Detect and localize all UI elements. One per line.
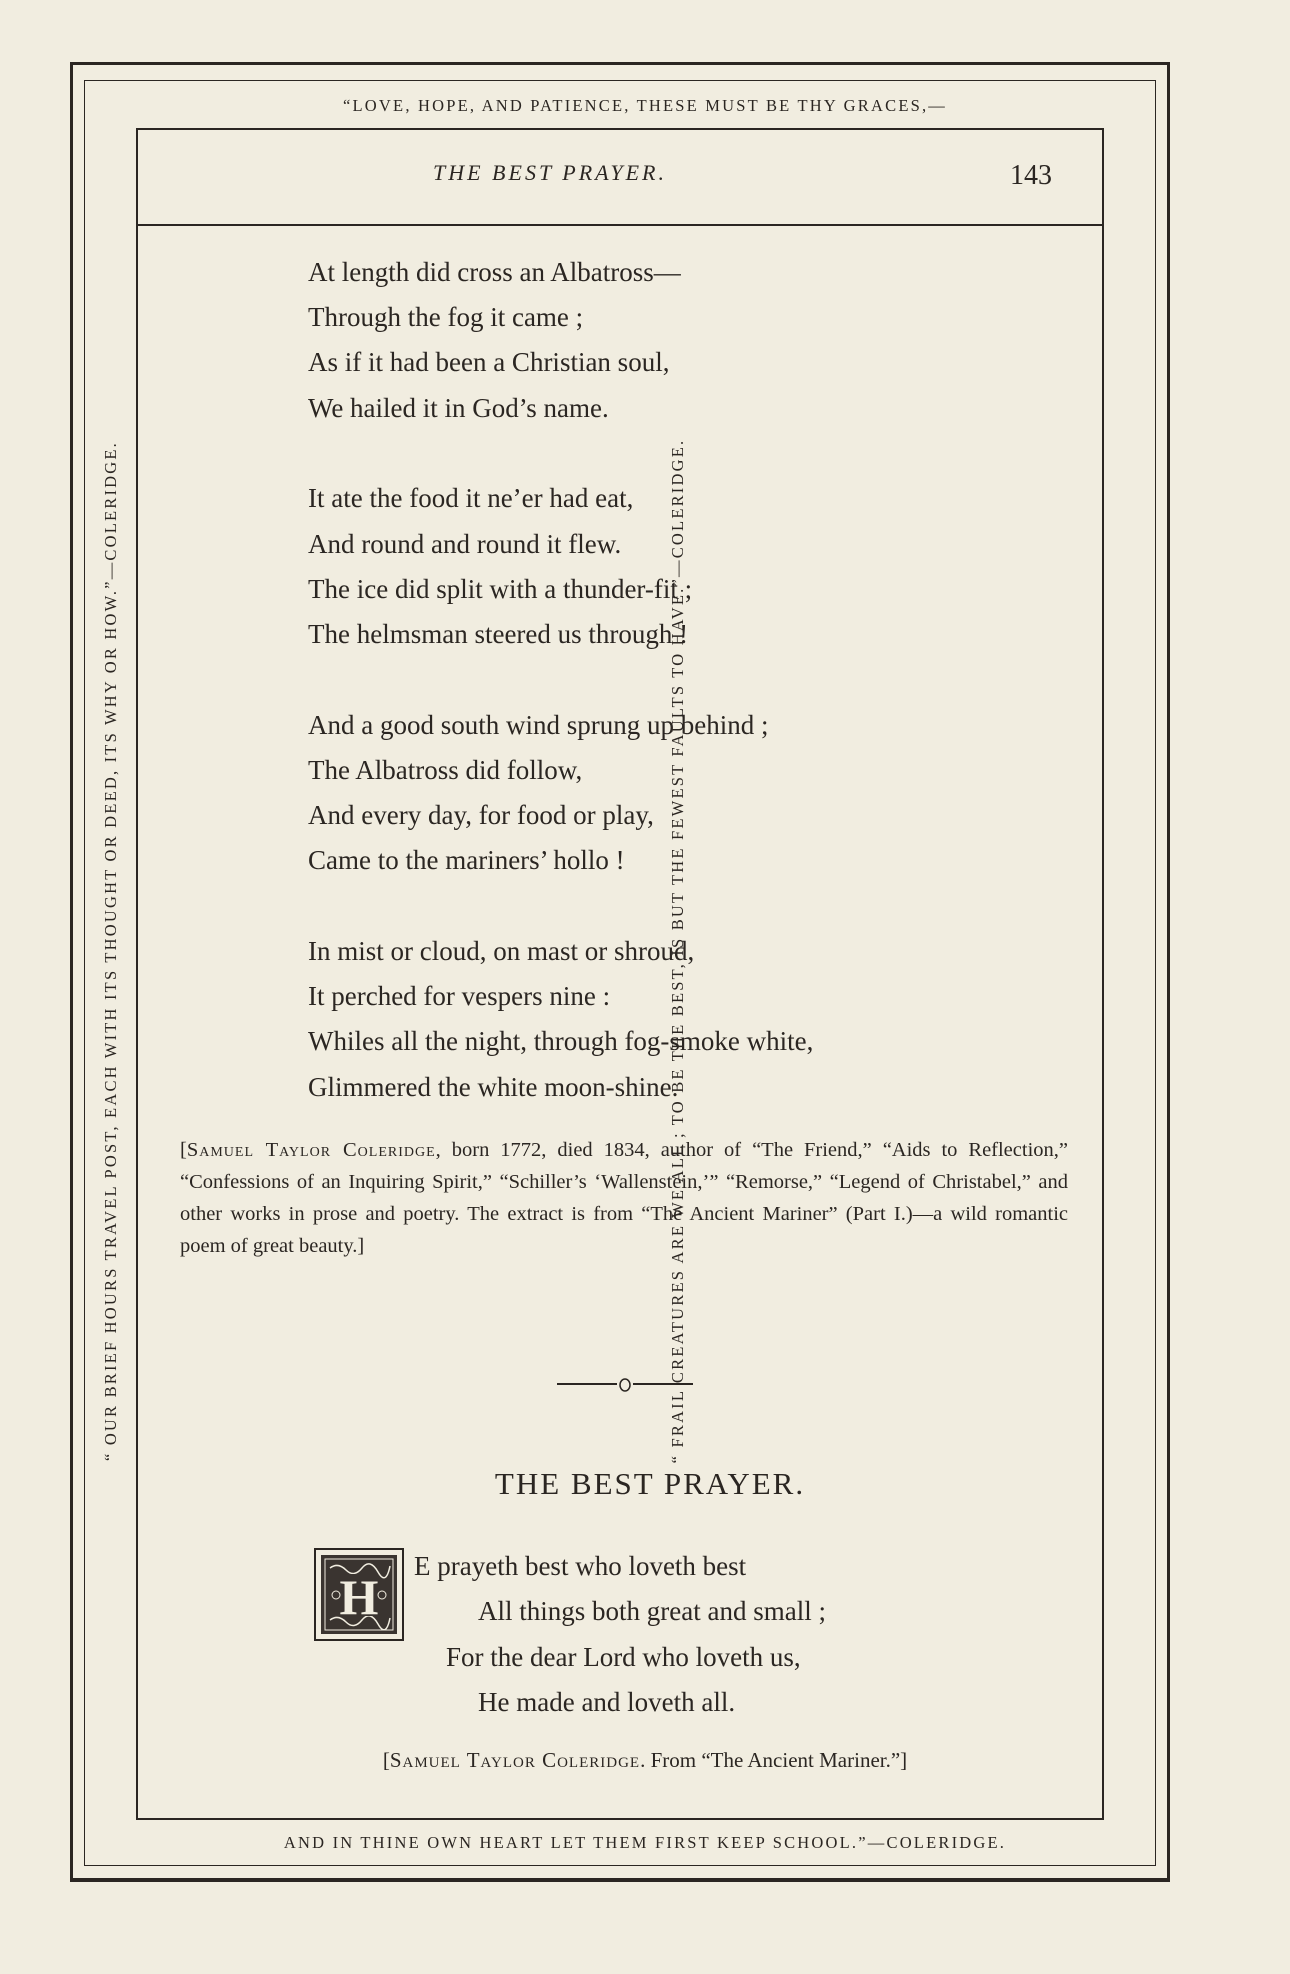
header-rule: [136, 224, 1104, 226]
poem-line: And a good south wind sprung up behind ;: [308, 709, 769, 740]
author-note: [Samuel Taylor Coleridge, born 1772, died 1834, author of “The Friend,” “Aids to Reflection,” “Confessions of an Inquiring Spirit,” “Schiller’s ‘Wallenstein,’” “Remorse,” “Legend of Christabel,” and other works in prose and poetry. The extract is from “The Ancient Mariner” (Part I.)—a wild romantic poem of great beauty.]: [180, 1139, 1068, 1257]
poem-line: It ate the food it ne’er had eat,: [308, 483, 634, 514]
poem-line: The ice did split with a thunder-fit ;: [308, 573, 693, 604]
motto-right: “ FRAIL CREATURES ARE WE ALL ; TO BE THE BEST, IS BUT THE FEWEST FAULTS TO HAVE.”—COLERIDGE.: [668, 438, 687, 1464]
source-author: Samuel Taylor Coleridge: [389, 1748, 641, 1772]
motto-top: “LOVE, HOPE, AND PATIENCE, THESE MUST BE THY GRACES,—: [343, 96, 947, 115]
drop-cap-ornament: [316, 1550, 402, 1639]
poem-line: Whiles all the night, through fog-smoke white,: [308, 1026, 814, 1057]
poem: [308, 250, 813, 1155]
motto-left: “ OUR BRIEF HOURS TRAVEL POST, EACH WITH ITS THOUGHT OR DEED, ITS WHY OR HOW.”—COLERIDGE.: [101, 440, 120, 1462]
page-number: 143: [1010, 160, 1052, 191]
ornament-divider: [555, 1374, 695, 1394]
section-heading: THE BEST PRAYER.: [494, 1466, 806, 1501]
drop-cap-letter: H: [339, 1569, 379, 1625]
poem-line: The Albatross did follow,: [308, 754, 583, 785]
source-attribution: [Samuel Taylor Coleridge. From “The Ancient Mariner.”]: [382, 1748, 908, 1772]
prayer-line: He made and loveth all.: [478, 1687, 736, 1717]
poem-line: And round and round it flew.: [308, 528, 622, 559]
note-text: , born 1772, died 1834, author of “The Friend,” “Aids to Reflection,” “Confessions of an Inquiring Spirit,” “Schiller’s ‘Wallenstein,’” “Remorse,” “Legend of Christabel,” and other works in prose and poetry. The extract is from “The Ancient Mariner” (Part I.)—a wild romantic poem of great beauty.]: [180, 1139, 1068, 1257]
prayer-line: E prayeth best who loveth best: [414, 1551, 747, 1581]
poem-line: Through the fog it came ;: [308, 302, 584, 333]
running-title: THE BEST PRAYER.: [433, 160, 667, 185]
stanza: [308, 929, 813, 1110]
prayer-line: All things both great and small ;: [478, 1596, 826, 1626]
poem-line: Glimmered the white moon-shine.: [308, 1071, 679, 1102]
prayer-line: For the dear Lord who loveth us,: [446, 1642, 801, 1672]
poem-line: At length did cross an Albatross—: [308, 257, 681, 287]
stanza: [308, 250, 813, 431]
motto-bottom: AND IN THINE OWN HEART LET THEM FIRST KEEP SCHOOL.”—COLERIDGE.: [283, 1833, 1007, 1852]
poem-line: Came to the mariners’ hollo !: [308, 845, 625, 876]
poem-line: The helmsman steered us through !: [308, 618, 689, 649]
author-name: Samuel Taylor Coleridge: [186, 1139, 436, 1161]
drop-cap-initial: [314, 1548, 404, 1641]
source-text: . From “The Ancient Mariner.”]: [640, 1748, 908, 1772]
poem-line: We hailed it in God’s name.: [308, 392, 609, 423]
poem-line: As if it had been a Christian soul,: [308, 347, 670, 378]
stanza: [308, 703, 813, 884]
poem-line: In mist or cloud, on mast or shroud,: [308, 935, 695, 966]
poem-line: And every day, for food or play,: [308, 800, 654, 831]
poem-line: It perched for vespers nine :: [308, 981, 611, 1012]
stanza: [308, 476, 813, 657]
